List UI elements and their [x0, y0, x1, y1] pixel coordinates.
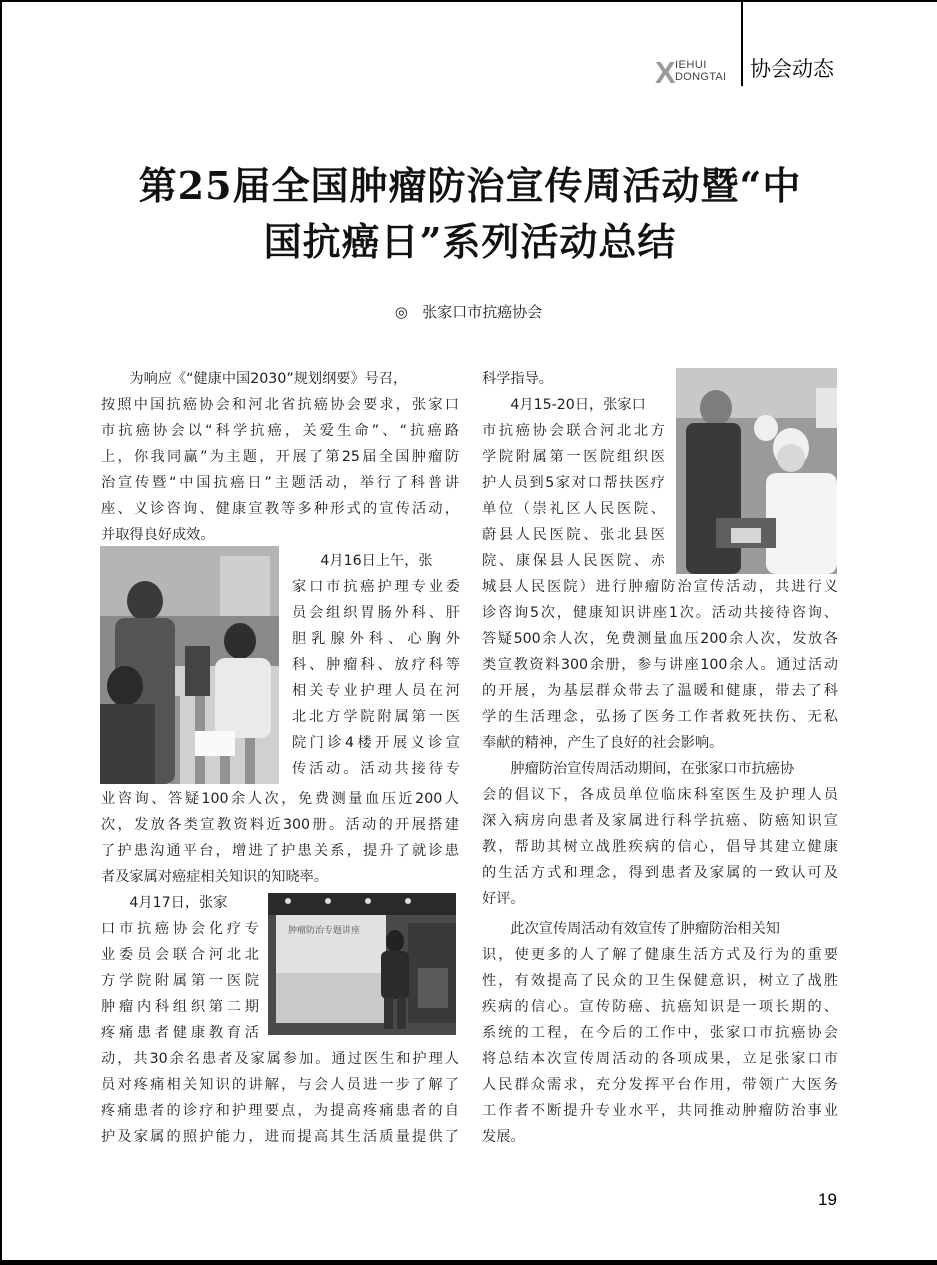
photo-bp-measurement — [676, 368, 837, 574]
paragraph-3-end: 科学指导。 — [482, 371, 553, 387]
paragraph-3-narrow: 4月17日，张家 口市抗癌协会化疗专 业委员会联合河北北 方学院附属第一医院 肿瘤内科组织第二期 疼痛患者健康教育活 — [101, 895, 259, 1041]
paragraph-4-narrow: 4月15-20日，张家口 市抗癌协会联合河北北方 学院附属第一医院组织医 护人员到5家对口帮扶医疗 单位（崇礼区人民医院、 蔚县人民医院、张北县医 院、康保县人民医院、赤 — [482, 397, 665, 569]
paragraph-5: 肿瘤防治宣传周活动期间，在张家口市抗癌协 会的倡议下，各成员单位临床科室医生及护理人员 深入病房向患者及家属进行科学抗癌、防癌知识宣 教，帮助其树立战胜疾病的信心，倡导其建立健康 的生活方式和理念，得到患者及家属的一致认可及 好评。 — [482, 761, 838, 907]
left-border — [0, 0, 2, 1265]
paragraph-1: 为响应《“健康中国2030”规划纲要》号召， 按照中国抗癌协会和河北省抗癌协会要求，张家口 市抗癌协会以“科学抗癌，关爱生命”、“抗癌路 上，你我同赢”为主题，开展了第25届全国肿瘤防 治宣传暨“中国抗癌日”主题活动，举行了科普讲 座、义诊咨询、健康宣教等多种形式的宣传活动， 并取得良好成效。 — [101, 371, 459, 543]
paragraph-2-narrow: 4月16日上午，张 家口市抗癌护理专业委 员会组织胃肠外科、肝 胆乳腺外科、心胸外 科、肿瘤科、放疗科等 相关专业护理人员在河 北北方学院附属第一医 院门诊4楼开展义诊宣 传活动。活动共接待专 — [292, 553, 460, 777]
title-line-2: 国抗癌日”系列活动总结 — [263, 219, 677, 264]
photo-nurse-clinic-image — [100, 546, 279, 784]
photo-pain-lecture — [268, 893, 456, 1035]
author-name: 张家口市抗癌协会 — [422, 303, 543, 321]
paragraph-2-wide: 业咨询、答疑100余人次，免费测量血压近200人 次，发放各类宣教资料近300册。活动的开展搭建 了护患沟通平台，增进了护患关系，提升了就诊患 者及家属对癌症相关知识的知晓率。 — [101, 791, 459, 885]
top-border — [0, 0, 937, 2]
photo-nurse-clinic — [100, 546, 279, 784]
author-mark: ◎ — [394, 303, 408, 321]
bottom-border — [0, 1260, 937, 1265]
paragraph-4-wide: 城县人民医院）进行肿瘤防治宣传活动，共进行义 诊咨询5次，健康知识讲座1次。活动共接待咨询、 答疑500余人次，免费测量血压200余人次，发放各 类宣教资料300余册，参与讲座100余人。通过活动 的开展，为基层群众带去了温暖和健康，带去了科 学的生活理念，弘扬了医务工作者救死扶伤、无私 奉献的精神，产生了良好的社会影响。 — [482, 579, 838, 751]
title-line-1: 第25届全国肿瘤防治宣传周活动暨“中 — [138, 163, 802, 208]
section-logo-line1: IEHUI — [675, 59, 707, 71]
article-author — [0, 301, 937, 322]
section-title: 协会动态 — [750, 57, 834, 81]
lecture-banner-text: 肿瘤防治专题讲座 — [288, 926, 361, 936]
section-logo-line2: DONGTAI — [675, 71, 727, 83]
page-number: 19 — [818, 1190, 837, 1209]
paragraph-3-wide: 动，共30余名患者及家属参加。通过医生和护理人 员对疼痛相关知识的讲解，与会人员进一步了解了 疼痛患者的诊疗和护理要点，为提高疼痛患者的自 护及家属的照护能力，进而提高其生活质量提供了 — [101, 1051, 459, 1145]
paragraph-6: 此次宣传周活动有效宣传了肿瘤防治相关知 识，使更多的人了解了健康生活方式及行为的重要 性，有效提高了民众的卫生保健意识，树立了战胜 疾病的信心。宣传防癌、抗癌知识是一项长期的、 系统的工程，在今后的工作中，张家口市抗癌协会 将总结本次宣传周活动的各项成果，立足张家口市 人民群众需求，充分发挥平台作用，带领广大医务 工作者不断提升专业水平，共同推动肿瘤防治事业 发展。 — [482, 921, 838, 1145]
photo-bp-measurement-image — [676, 368, 837, 574]
photo-pain-lecture-image — [268, 893, 456, 1035]
header-divider — [741, 0, 743, 86]
section-logo-letter: X — [655, 55, 676, 90]
article-title — [80, 158, 860, 270]
